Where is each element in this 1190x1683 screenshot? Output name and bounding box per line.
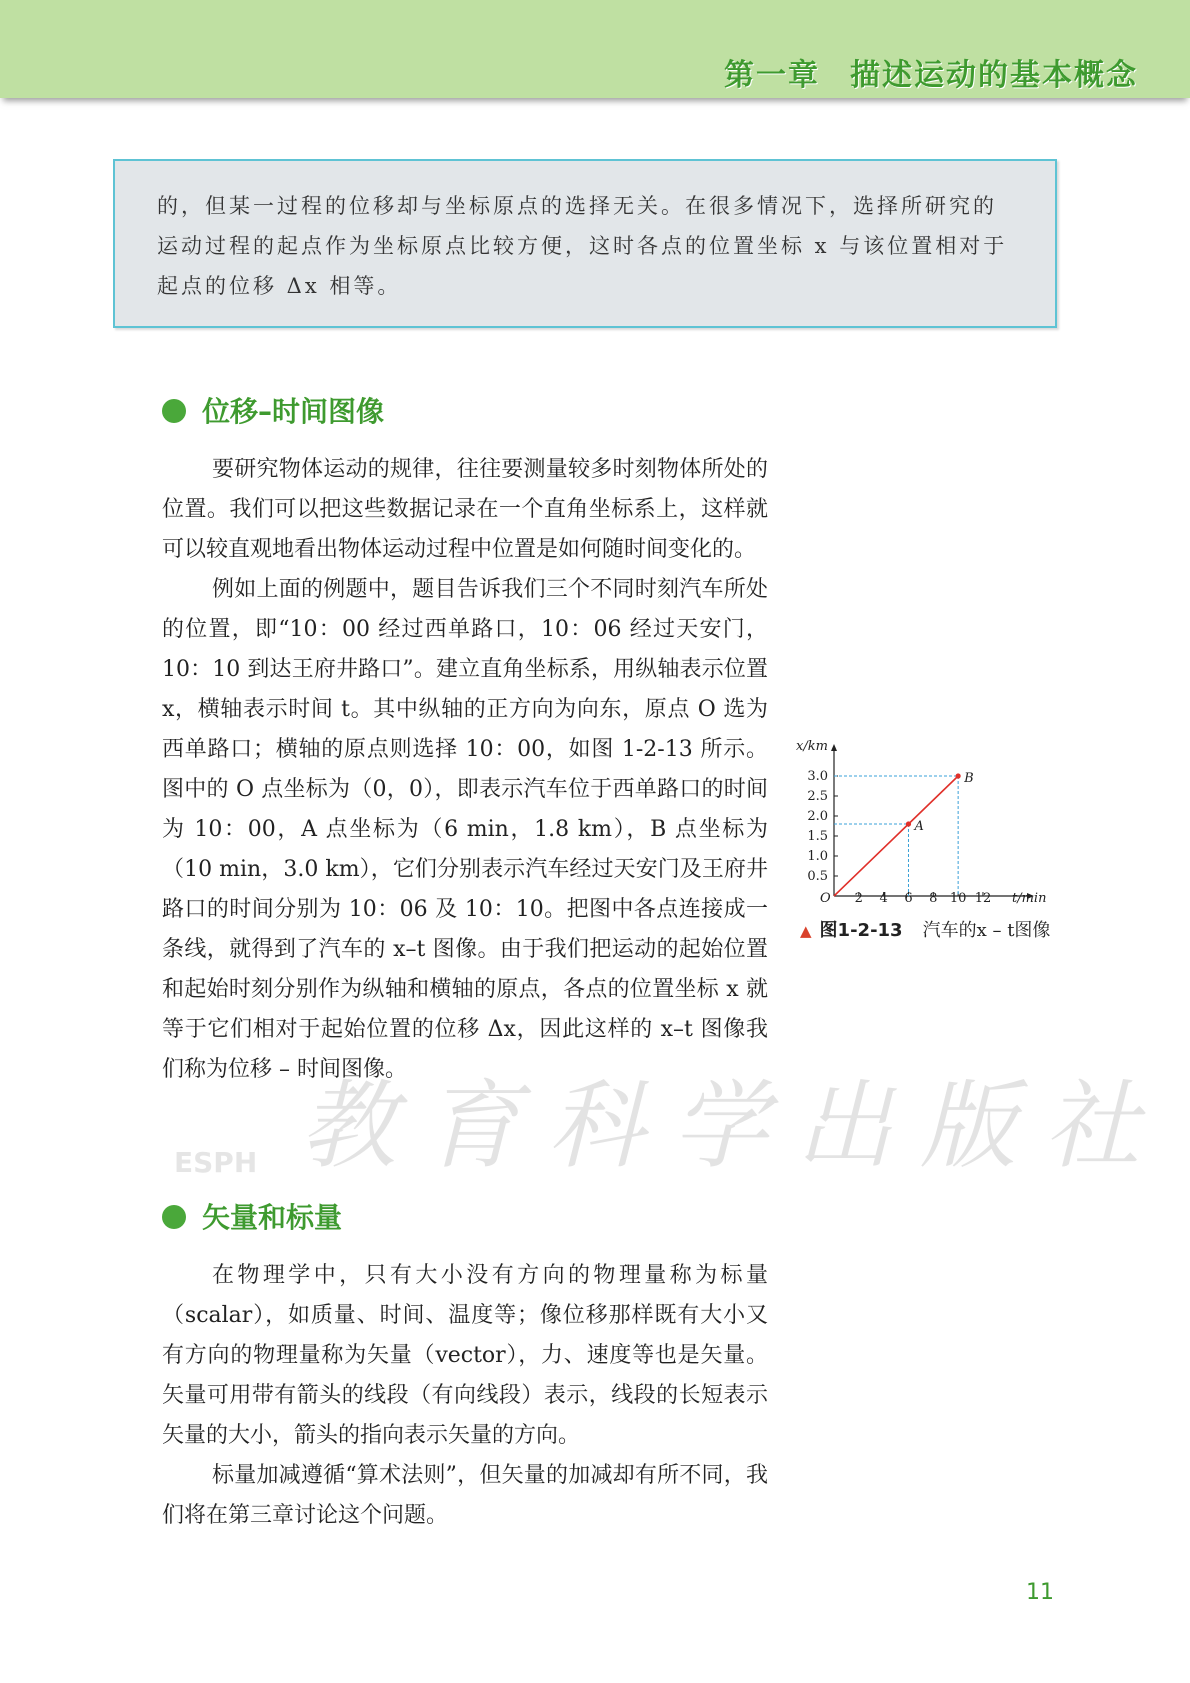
data-point-label: A — [914, 819, 924, 834]
page-number: 11 — [1026, 1580, 1054, 1605]
series-line — [834, 776, 958, 896]
bullet-dot-icon — [162, 1205, 186, 1229]
triangle-marker-icon: ▲ — [800, 922, 812, 940]
x-tick-label: 10 — [949, 891, 967, 906]
origin-label: O — [820, 891, 831, 906]
bullet-dot-icon — [162, 399, 186, 423]
x-tick-label: 4 — [879, 891, 888, 906]
chapter-header-band — [0, 0, 1190, 98]
x-tick-label: 12 — [974, 891, 992, 906]
figure-caption-text: 汽车的x – t图像 — [922, 920, 1051, 941]
paragraph: 在物理学中，只有大小没有方向的物理量称为标量（scalar），如质量、时间、温度等；像位移那样既有大小又有方向的物理量称为矢量（vector），力、速度等也是矢量。矢量可用带有箭头的线段（有向线段）表示，线段的长短表示矢量的大小，箭头的指向表示矢量的方向。 — [162, 1263, 768, 1448]
y-tick-label: 3.0 — [807, 769, 828, 784]
section-body-displacement-time — [162, 450, 768, 1090]
paragraph: 标量加减遵循“算术法则”，但矢量的加减却有所不同，我们将在第三章讨论这个问题。 — [162, 1463, 768, 1528]
y-tick-label: 1.0 — [807, 849, 828, 864]
xt-chart-svg — [792, 720, 1062, 910]
y-tick-label: 0.5 — [807, 869, 828, 884]
data-point-label: B — [964, 771, 974, 786]
x-tick-label: 8 — [929, 891, 938, 906]
note-text: 的，但某一过程的位移却与坐标原点的选择无关。在很多情况下，选择所研究的运动过程的起点作为坐标原点比较方便，这时各点的位置坐标 x 与该位置相对于起点的位移 Δx 相等。 — [157, 194, 1008, 298]
watermark-logo: ESPH — [174, 1146, 258, 1179]
data-point — [906, 821, 911, 826]
section-title: 矢量和标量 — [202, 1201, 343, 1234]
x-tick-label: 6 — [904, 891, 913, 906]
paragraph: 要研究物体运动的规律，往往要测量较多时刻物体所处的位置。我们可以把这些数据记录在一个直角坐标系上，这样就可以较直观地看出物体运动过程中位置是如何随时间变化的。 — [162, 457, 768, 562]
figure-number: 图1-2-13 — [819, 920, 903, 941]
note-box — [113, 159, 1057, 328]
y-tick-label: 2.0 — [807, 809, 828, 824]
figure-caption — [800, 916, 1050, 942]
section-heading-displacement-time — [162, 390, 384, 430]
y-axis-label: x/km — [796, 739, 828, 754]
y-axis-arrow-icon — [831, 744, 837, 751]
x-axis-label: t/min — [1012, 891, 1047, 906]
y-tick-label: 2.5 — [807, 789, 828, 804]
watermark-text: 教育科学出版社 — [300, 1070, 1168, 1182]
x-tick-label: 2 — [854, 891, 863, 906]
chapter-name: 描述运动的基本概念 — [850, 58, 1138, 93]
section-heading-vector-scalar — [162, 1196, 342, 1236]
chapter-title — [724, 50, 1138, 94]
section-body-vector-scalar — [162, 1256, 768, 1536]
y-tick-label: 1.5 — [807, 829, 828, 844]
data-point — [956, 773, 961, 778]
section-title: 位移–时间图像 — [202, 395, 385, 428]
chapter-number: 第一章 — [724, 58, 820, 93]
paragraph: 例如上面的例题中，题目告诉我们三个不同时刻汽车所处的位置，即“10：00 经过西单路口，10：06 经过天安门，10：10 到达王府井路口”。建立直角坐标系，用纵轴表示位置 x，横轴表示时间 t。其中纵轴的正方向为向东，原点 O 选为西单路口；横轴的原点则选择 10：00，如图 1-2-13 所示。图中的 O 点坐标为（0，0），即表示汽车位于西单路口的时间为 10：00，A 点坐标为（6 min，1.8 km），B 点坐标为（10 min，3.0 km），它们分别表示汽车经过天安门及王府井路口的时间分别为 10：06 及 10：10。把图中各点连接成一条线，就得到了汽车的 x–t 图像。由于我们把运动的起始位置和起始时刻分别作为纵轴和横轴的原点，各点的位置坐标 x 就等于它们相对于起始位置的位移 Δx，因此这样的 x–t 图像我们称为位移 – 时间图像。 — [162, 577, 768, 1082]
